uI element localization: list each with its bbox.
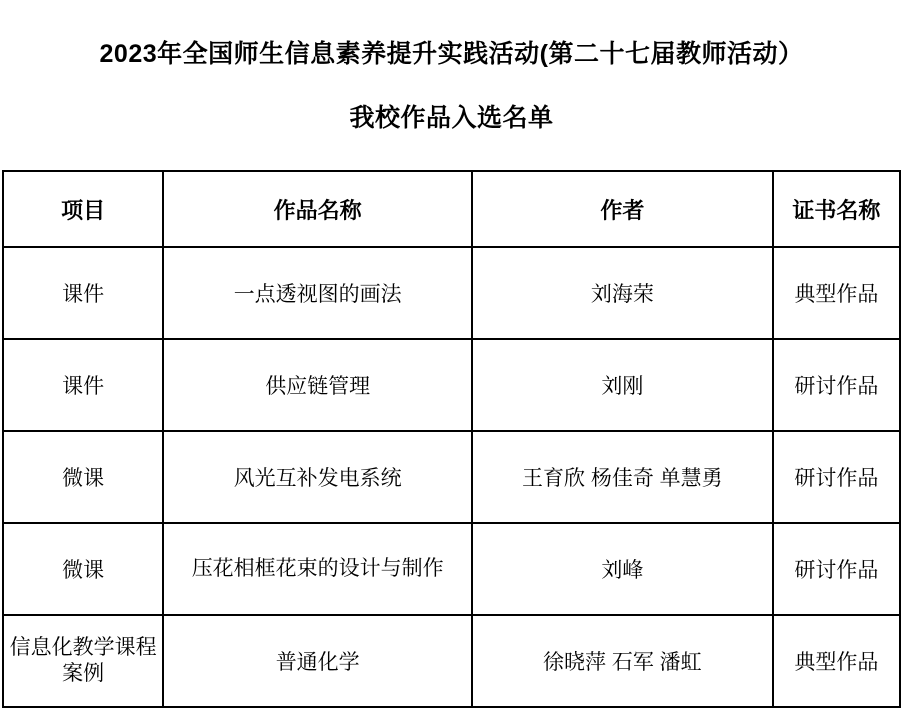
cell-author: 刘海荣 — [472, 247, 773, 339]
column-header-certificate: 证书名称 — [773, 171, 900, 247]
cell-work-name: 压花相框花束的设计与制作 — [163, 523, 472, 615]
selected-works-table — [2, 170, 901, 708]
cell-certificate: 研讨作品 — [773, 431, 900, 523]
cell-author: 徐晓萍 石军 潘虹 — [472, 615, 773, 707]
cell-project: 微课 — [3, 523, 163, 615]
cell-certificate: 典型作品 — [773, 615, 900, 707]
page-title-line-2: 我校作品入选名单 — [349, 104, 554, 132]
cell-work-name: 普通化学 — [163, 615, 472, 707]
cell-project: 课件 — [3, 247, 163, 339]
page-title — [0, 0, 903, 170]
table-row — [3, 339, 900, 431]
cell-certificate: 典型作品 — [773, 247, 900, 339]
cell-project: 微课 — [3, 431, 163, 523]
cell-project: 课件 — [3, 339, 163, 431]
column-header-author: 作者 — [472, 171, 773, 247]
cell-author: 王育欣 杨佳奇 单慧勇 — [472, 431, 773, 523]
table-header-row — [3, 171, 900, 247]
table-row — [3, 523, 900, 615]
table-row — [3, 431, 900, 523]
table-row — [3, 615, 900, 707]
column-header-work-name: 作品名称 — [163, 171, 472, 247]
cell-certificate: 研讨作品 — [773, 523, 900, 615]
cell-project: 信息化教学课程案例 — [3, 615, 163, 707]
table-row — [3, 247, 900, 339]
column-header-project: 项目 — [3, 171, 163, 247]
table-body — [3, 247, 900, 707]
cell-author: 刘刚 — [472, 339, 773, 431]
cell-work-name: 供应链管理 — [163, 339, 472, 431]
cell-work-name: 风光互补发电系统 — [163, 431, 472, 523]
table-header — [3, 171, 900, 247]
cell-work-name: 一点透视图的画法 — [163, 247, 472, 339]
cell-author: 刘峰 — [472, 523, 773, 615]
table-container — [0, 170, 903, 710]
page-title-line-1: 2023年全国师生信息素养提升实践活动(第二十七届教师活动） — [99, 40, 804, 68]
cell-certificate: 研讨作品 — [773, 339, 900, 431]
